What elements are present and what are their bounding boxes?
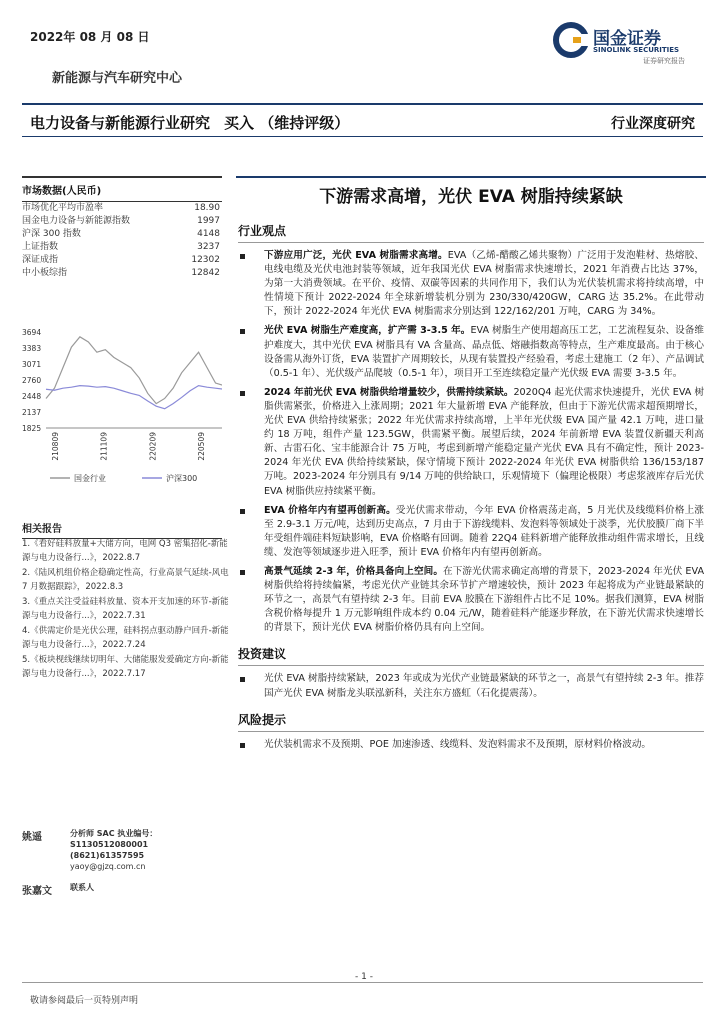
y-tick-label: 2137 (22, 407, 42, 417)
y-tick-label: 2760 (22, 375, 42, 385)
logo-icon (553, 22, 589, 58)
report-date: 2022年 08 月 08 日 (30, 30, 150, 44)
viewpoint-lead: 下游应用广泛，光伏 EVA 树脂需求高增。 (264, 250, 448, 261)
analyst-line1: 联系人 (70, 883, 94, 892)
industry-title (30, 112, 349, 133)
related-report-item[interactable]: 5.《板块枧线继续切明年、大储能服发爱确定方向-新能源与电力设备行...》，2022.7.17 (22, 655, 229, 679)
market-label: 上证指数 (22, 242, 59, 252)
research-center: 新能源与汽车研究中心 (52, 71, 183, 86)
analyst-line1: 分析师 SAC 执业编号：S1130512080001 (70, 829, 158, 849)
risk-text: 光伏装机需求不及预期、POE 加速渗透、线缆料、发泡料需求不及预期，原材料价格波动。 (264, 738, 652, 750)
analyst-line2: (8621)61357595 (70, 851, 145, 860)
x-tick-label: 220509 (197, 432, 206, 461)
invest-paragraph (238, 672, 704, 700)
legend-label: 国金行业 (74, 474, 106, 483)
analyst-email[interactable]: yaoy@gjzq.com.cn (70, 862, 146, 871)
market-row (22, 241, 222, 254)
related-report-item[interactable]: 3.《重点关注受益硅料放量、资本开支加速的环节-新能源与电力设备行...》，2022.7.31 (22, 597, 229, 621)
main-content (238, 222, 704, 752)
analyst-row (22, 828, 234, 872)
bullet-icon (240, 570, 245, 575)
section-invest: 投资建议 (238, 645, 704, 666)
market-value: 4148 (197, 229, 220, 239)
logo-name-cn: 国金证券 (593, 29, 661, 49)
viewpoint-paragraph (238, 324, 704, 380)
invest-text: 光伏 EVA 树脂持续紧缺，2023 年或成为光伏产业链最紧缺的环节之一，高景气有望持续 2-3 年。推荐国产光伏 EVA 树脂龙头联泓新科，关注东方盛虹（石化提震荡）。 (264, 673, 704, 699)
x-tick-label: 211109 (99, 432, 109, 461)
analyst-info (70, 882, 234, 897)
viewpoint-paragraph (238, 504, 704, 560)
viewpoint-text: 受光伏需求带动，今年 EVA 价格震荡走高，5 月光伏及线缆料价格上涨至 2.9-3.1 万元/吨，达到历史高点，7 月由于下游线缆料、发泡料等领域处于淡季，光伏胶膜厂商下半年受组件端硅料短缺影响，EVA 价格略有回调。随着 22Q4 硅料新增产能释放推动组件需求增长，且线缆、发泡等领域逐步进入旺季，预计 EVA 价格年内有望再创新高。 (264, 504, 704, 558)
section-view: 行业观点 (238, 222, 704, 243)
viewpoint-text: 2020Q4 起光伏需求快速提升，光伏 EVA 树脂供需紧张，价格进入上涨周期；2021 年大量新增 EVA 产能释放，但由于下游光伏需求超预期增长，光伏 EVA 供给持续紧张；2022 年光伏需求持续高增，上半年光伏级 EVA 国产量 42.1 万吨，进口量约 18 万吨，组件产量 123.5GW，供需紧平衡。展望后续，2024 年前新增 EVA 装置仅新疆天利高新、古雷石化、宝丰能源合计 75 万吨，考虑到新增产能稳定量产光伏 EVA 具有不确定性，预计 2023-2024 年光伏 EVA 供给持续紧缺，保守情境下预计 2022-2024 年光伏 EVA 树脂供给 136/153/187 万吨。2023-2024 年分别具有 9/14 万吨的供给缺口，乐观情境下（偏理论极限）考虑浆液库存后光伏 EVA 树脂供应持续紧平衡。 (264, 386, 704, 497)
market-label: 沪深 300 指数 (22, 229, 81, 239)
viewpoint-text: EVA（乙烯-醋酸乙烯共聚物）广泛用于发泡鞋材、热熔胶、电线电缆及光伏电池封装等领域，近年我国光伏 EVA 树脂需求快速增长，2021 年消费占比达 37%，为第一大消费领域。在平价、疫情、双碳等因素的共同作用下，我们认为光伏装机需求将持续高增，中性情境下预计 2022-2024 年全球新增装机分别为 230/330/420GW，CARG 达 35.2%。在此带动下，预计 2022-2024 年光伏 EVA 树脂需求分别达到 122/162/201 万吨，CARG 为 34%。 (264, 250, 704, 318)
rating: 买入 （维持评级） (224, 114, 350, 132)
related-title: 相关报告 (22, 520, 222, 539)
analyst-info (70, 828, 234, 872)
related-report-item[interactable]: 1.《看好硅料放量+大储方向，电网 Q3 密集招化-新能源与电力设备行...》，2022.8.7 (22, 539, 228, 563)
viewpoint-paragraph (238, 249, 704, 319)
bullet-icon (240, 677, 245, 682)
related-report-item[interactable]: 4.《供需定价是光伏公理，硅料拐点驱动静户回升-新能源与电力设备行...》，2022.7.24 (22, 626, 229, 650)
y-tick-label: 3071 (22, 360, 42, 369)
related-list (22, 538, 234, 683)
viewpoint-lead: 高景气延续 2-3 年，价格具备向上空间。 (264, 565, 444, 577)
viewpoint-paragraph (238, 565, 704, 635)
analysts (22, 828, 234, 907)
related-report-item[interactable]: 2.《陆风机组价格企稳确定性高，行业高景气延续-风电 7 月数据跟踪》，2022.8.3 (22, 568, 229, 592)
market-label: 国金电力设备与新能源指数 (22, 216, 131, 226)
bullet-icon (240, 743, 245, 748)
market-row (22, 228, 222, 241)
y-tick-label: 2448 (22, 392, 42, 401)
y-tick-label: 1825 (22, 424, 42, 433)
market-value: 1997 (197, 216, 220, 226)
market-value: 3237 (197, 242, 220, 252)
section-risk: 风险提示 (238, 711, 704, 732)
market-value: 18.90 (194, 203, 220, 213)
chart-svg (22, 326, 222, 496)
market-row (22, 267, 222, 280)
x-tick-label: 220209 (148, 432, 158, 461)
viewpoint-text: EVA 树脂生产使用超高压工艺，工艺流程复杂、设备维护难度大，其中光伏 EVA 树脂具有 VA 含量高、晶点低、熔融指数高等特点，生产难度最高。由于核心设备需从海外订货，EVA 装置扩产周期较长，从现有装置投产经验看，考虑土建施工（2 年）、产品调试（0.5-1 年）、光伏级产品爬坡（0.5-1 年），项目开工至连续稳定量产光伏级 EVA 需要 3-3.5 年。 (264, 325, 705, 379)
y-tick-label: 3694 (22, 328, 42, 337)
viewpoint-paragraph (238, 386, 704, 499)
logo-subtitle: 证券研究报告 (643, 57, 685, 65)
series-line-1 (46, 386, 222, 409)
index-chart (22, 326, 222, 496)
page-number: - 1 - (355, 972, 373, 982)
risk-paragraph (238, 738, 704, 752)
market-label: 深证成指 (22, 255, 59, 265)
legend-label: 沪深300 (166, 474, 198, 483)
analyst-row (22, 882, 234, 897)
market-data (22, 176, 222, 280)
market-row (22, 202, 222, 215)
market-label: 中小板综指 (22, 268, 68, 278)
bullet-icon (240, 509, 245, 514)
market-row (22, 215, 222, 228)
viewpoint-lead: 2024 年前光伏 EVA 树脂供给增量较少，供需持续紧缺。 (264, 386, 514, 398)
bullet-icon (240, 254, 245, 259)
market-label: 市场优化平均市盈率 (22, 203, 104, 213)
analyst-name: 姚遥 (22, 832, 42, 843)
viewpoint-text: 在下游光伏需求确定高增的背景下，2023-2024 年光伏 EVA 树脂供给将持续偏紧，考虑光伏产业链其余环节扩产增速较快，预计 2023 年起将成为产业链最紧缺的环节之一，高景气有望持续 2-3 年。目前 EVA 胶膜在下游组件占比不足 10%。据我们测算，EVA 树脂含税价格每提升 1 万元影响组件成本约 0.04 元/W，随着硅料产能逐步释放，在下游光伏需求快速增长的背景下，预计光伏 EVA 树脂价格仍具有向上空间。 (264, 565, 705, 634)
bullet-icon (240, 391, 245, 396)
footer-divider (22, 982, 703, 983)
analyst-name: 张嘉文 (22, 886, 52, 897)
market-rows (22, 202, 222, 280)
y-tick-label: 3383 (22, 343, 42, 353)
viewpoints (238, 249, 704, 635)
market-row (22, 254, 222, 267)
footer-note: 敬请参阅最后一页特别声明 (30, 996, 139, 1006)
viewpoint-lead: EVA 价格年内有望再创新高。 (264, 504, 396, 516)
market-value: 12302 (191, 255, 220, 265)
x-tick-label: 210809 (51, 432, 60, 461)
bullet-icon (240, 329, 245, 334)
report-type: 行业深度研究 (611, 116, 695, 132)
market-data-title: 市场数据(人民币) (22, 176, 222, 202)
report-title: 下游需求高增，光伏 EVA 树脂持续紧缺 (236, 176, 706, 207)
industry-name: 电力设备与新能源行业研究 (30, 114, 211, 132)
market-value: 12842 (191, 268, 220, 278)
logo-name-en: SINOLINK SECURITIES (593, 46, 680, 54)
viewpoint-lead: 光伏 EVA 树脂生产难度高，扩产需 3-3.5 年。 (264, 325, 471, 337)
